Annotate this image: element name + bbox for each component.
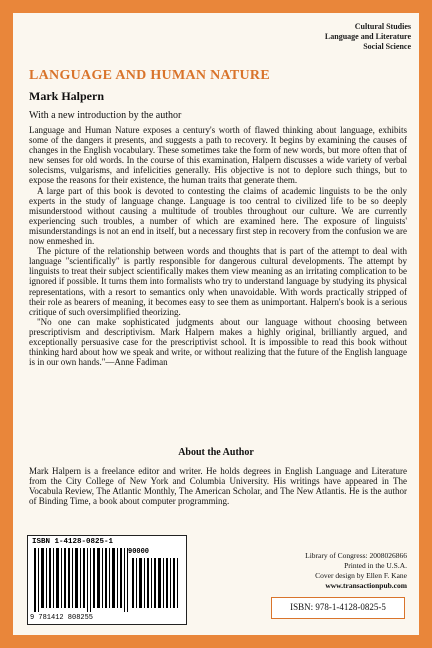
about-author-text: Mark Halpern is a freelance editor and writer. He holds degrees in English Language and Literature from the City College of New York and Columbia University. His writings have appeared in The Vocabula Review, The Atlantic Monthly, The American Scholar, and The New Atlantis. He is the author of Binding Time, a book about computer programming. — [29, 466, 407, 507]
category-cultural-studies: Cultural Studies — [354, 22, 411, 31]
description — [29, 125, 407, 367]
barcode-price-code: 90000 — [128, 548, 150, 556]
intro-note: With a new introduction by the author — [29, 110, 182, 121]
description-paragraph-3: The picture of the relationship between words and thoughts that is part of the attempt to deal with language "scientifically" is partly responsible for dangerous cultural developments. The attempt by linguists to treat their subject scientifically makes them view meaning as an irritating complication to be ignored if possible. It turns them into formalists who try to understand language by studying its physical representations, with a resort to semantics only when unavoidable. With words practically stripped of their role as bearers of meaning, it becomes easy to see them as unimportant. Halpern's book is a serious critique of such oversimplified theorizing. — [29, 246, 407, 317]
description-paragraph-1: Language and Human Nature exposes a century's worth of flawed thinking about language, exhibits some of the dangers it presents, and suggests a path to recovery. It begins by examining the causes of changes in the English vocabulary. These sometimes take the form of new words, but more often that of new senses for old words. In the course of this examination, Halpern discusses a wide variety of verbal solecisms, vulgarisms, and infelicities generally. His objective is not to deplore such things, but to expose the reasons for their existence, the human traits that generate them. — [29, 125, 407, 186]
library-of-congress: Library of Congress: 2008026866 — [305, 551, 407, 560]
category-social-science: Social Science — [363, 42, 411, 51]
category-language-literature: Language and Literature — [324, 32, 411, 41]
book-title: LANGUAGE AND HUMAN NATURE — [29, 68, 270, 83]
publisher-url: www.transactionpub.com — [325, 581, 407, 590]
isbn-barcode — [27, 535, 187, 625]
back-cover-panel — [13, 13, 419, 635]
publisher-info — [305, 551, 407, 591]
cover-design-credit: Cover design by Ellen F. Kane — [315, 571, 407, 580]
barcode-digits: 9 781412 808255 — [30, 614, 94, 622]
subject-categories — [325, 22, 411, 52]
review-quote: "No one can make sophisticated judgments about our language without choosing between prescriptivism and descriptivism. Mark Halpern makes a highly original, brilliantly argued, and exceptionally persuasive case for the prescriptivist school. It is impossible to read this book without thinking hard about how we speak and write, or without realizing that the future of the English language is in our own hands."—Anne Fadiman — [29, 316, 407, 368]
book-author: Mark Halpern — [29, 89, 104, 103]
isbn-13-box: ISBN: 978-1-4128-0825-5 — [271, 597, 405, 619]
description-paragraph-2: A large part of this book is devoted to contesting the claims of academic linguists to be the only experts in the study of language change. Language is too central to civilized life to be so deeply misunderstood without causing a multitude of troubles throughout our culture. We are currently experiencing such troubles, a number of which are examined here. The exposure of linguists' misunderstandings is not an end in itself, but a necessary first step in recovery from the confusion we are now enmeshed in. — [29, 185, 407, 247]
barcode-isbn-label: ISBN 1-4128-0825-1 — [32, 538, 114, 546]
about-author-heading: About the Author — [178, 447, 254, 458]
printed-in: Printed in the U.S.A. — [344, 561, 407, 570]
barcode-bars-icon — [28, 536, 186, 616]
